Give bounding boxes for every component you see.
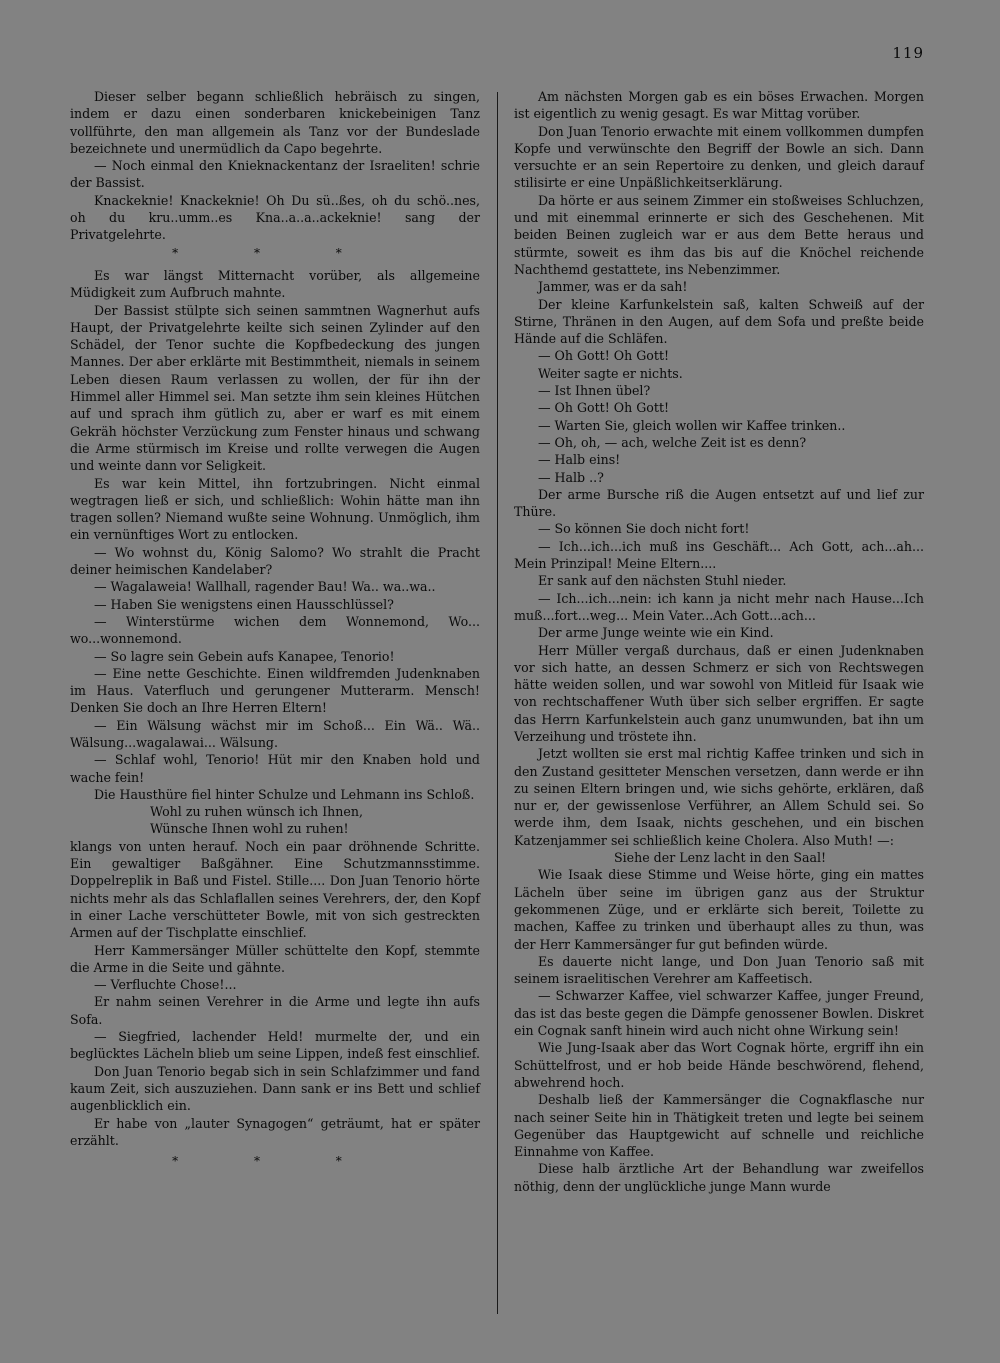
paragraph: — Ich...ich...ich muß ins Geschäft... Ach Gott, ach...ah... Mein Prinzipal! Meine Eltern.... (514, 538, 924, 572)
paragraph: Jetzt wollten sie erst mal richtig Kaffee trinken und sich in den Zustand gesitteter Menschen versetzen, dann werde er ihn zu seinen Eltern bringen und, wie sichs gehörte, erklären, daß nur er, der gewissenlose Verführer, an Allem Schuld sei. So werde ihm, dem Isaak, nichts geschehen, und ein bischen Katzenjammer sei schließlich keine Cholera. Also Muth! —: (514, 746, 924, 848)
paragraph: — So können Sie doch nicht fort! (537, 521, 750, 537)
verse-line: Siehe der Lenz lacht in den Saal! (614, 850, 827, 866)
section-separator: * * * (172, 245, 378, 260)
paragraph: Knackeknie! Knackeknie! Oh Du sü..ßes, oh du schö..nes, oh du kru..umm..es Kna..a..a..ackeknie! sang der Privatgelehrte. (70, 192, 480, 243)
paragraph: — Wagalaweia! Wallhall, ragender Bau! Wa.. wa..wa.. (93, 579, 436, 595)
paragraph: Dieser selber begann schließlich hebräisch zu singen, indem er dazu einen sonderbaren knickebeinigen Tanz vollführte, den man allgemein als Tanz vor der Bundeslade bezeichnete und unermüdlich da Capo begehrte. (70, 89, 480, 156)
paragraph: Wie Isaak diese Stimme und Weise hörte, ging ein mattes Lächeln über seine im übrigen ganz aus der Struktur gekommenen Züge, und er erklärte sich bereit, Toilette zu machen, Kaffee zu trinken und überhaupt alles zu thun, was der Herr Kammersänger fur gut befinden würde. (514, 867, 924, 952)
paragraph: — Oh, oh, — ach, welche Zeit ist es denn? (537, 434, 807, 450)
section-separator: * * * (172, 1154, 378, 1169)
verse-line: Wohl zu ruhen wünsch ich Ihnen, (150, 804, 363, 820)
paragraph: — Ist Ihnen übel? (537, 383, 651, 399)
paragraph: Herr Müller vergaß durchaus, daß er einen Judenknaben vor sich hatte, an dessen Schmerz er sich von Rechtswegen hätte weiden sollen, und war sowohl von Mitleid für Isaak wie von rechtschaffener Wuth über sich selber ergriffen. Er sagte das Herrn Karfunkelstein auch ganz unumwunden, bat ihn um Verzeihung und tröstete ihn. (514, 642, 924, 744)
verse-line: Wünsche Ihnen wohl zu ruhen! (150, 821, 349, 837)
paragraph: Don Juan Tenorio begab sich in sein Schlafzimmer und fand kaum Zeit, sich auszuziehen. Dann sank er ins Bett und schlief augenblicklich ein. (70, 1063, 480, 1114)
paragraph: Jammer, was er da sah! (537, 279, 688, 295)
paragraph: — Schlaf wohl, Tenorio! Hüt mir den Knaben hold und wache fein! (70, 752, 480, 785)
paragraph: Es war kein Mittel, ihn fortzubringen. Nicht einmal wegtragen ließ er sich, und schließlich: Wohin hätte man ihn tragen sollen? Niemand wußte seine Wohnung. Unmöglich, ihm ein vernünftiges Wort zu entlocken. (70, 475, 480, 543)
paragraph: Don Juan Tenorio erwachte mit einem vollkommen dumpfen Kopfe und verwünschte den Begriff der Bowle an sich. Dann versuchte er an sein Repertoire zu denken, und gleich darauf stilisirte er eine Unpäßlichkeitserklärung. (514, 123, 924, 191)
paragraph: — Noch einmal den Knieknackentanz der Israeliten! schrie der Bassist. (70, 158, 480, 191)
paragraph: — Ich...ich...nein: ich kann ja nicht mehr nach Hause...Ich muß...fort...weg... Mein Vater...Ach Gott...ach... (514, 590, 924, 623)
left-column (70, 88, 480, 1175)
paragraph: — Haben Sie wenigstens einen Hausschlüssel? (93, 596, 394, 612)
paragraph: — Schwarzer Kaffee, viel schwarzer Kaffee, junger Freund, das ist das beste gegen die Dämpfe genossener Bowlen. Diskret ein Cognak sanft hinein wird auch nicht ohne Wirkung sein! (514, 988, 924, 1039)
paragraph: Der Bassist stülpte sich seinen sammtnen Wagnerhut aufs Haupt, der Privatgelehrte keilte sich seinen Zylinder auf den Schädel, der Tenor suchte die Kopfbedeckung des jungen Mannes. Der aber erklärte mit Bestimmtheit, niemals in seinem Leben diesen Raum verlassen zu wollen, der für ihn der Himmel aller Himmel sei. Man setzte ihm sein kleines Hütchen auf und sprach ihm gütlich zu, aber er warf es mit einem Gekräh höchster Verzückung zum Fenster hinaus und schwang die Arme stürmisch im Kreise und rollte verwegen die Augen und weinte dann vor Seligkeit. (70, 302, 480, 474)
paragraph: Es war längst Mitternacht vorüber, als allgemeine Müdigkeit zum Aufbruch mahnte. (70, 267, 480, 301)
paragraph: Weiter sagte er nichts. (537, 365, 683, 381)
page-number: 119 (892, 44, 924, 62)
paragraph: — Warten Sie, gleich wollen wir Kaffee trinken.. (537, 417, 846, 433)
paragraph: — So lagre sein Gebein aufs Kanapee, Tenorio! (93, 648, 395, 664)
paragraph: Da hörte er aus seinem Zimmer ein stoßweises Schluchzen, und mit einemmal erinnerte er sich des Geschehenen. Mit beiden Beinen zugleich war er aus dem Bette heraus und stürmte, soweit es ihm das bis auf die Knöchel reichende Nachthemd gestattete, ins Nebenzimmer. (514, 192, 924, 277)
paragraph: — Eine nette Geschichte. Einen wildfremden Judenknaben im Haus. Vaterfluch und gerungener Mutterarm. Mensch! Denken Sie doch an Ihre Herren Eltern! (70, 665, 480, 716)
paragraph: — Wo wohnst du, König Salomo? Wo strahlt die Pracht deiner heimischen Kandelaber? (70, 544, 480, 578)
paragraph: Er nahm seinen Verehrer in die Arme und legte ihn aufs Sofa. (70, 994, 480, 1027)
paragraph: — Siegfried, lachender Held! murmelte der, und ein beglücktes Lächeln blieb um seine Lippen, indeß fest einschlief. (70, 1029, 480, 1062)
paragraph: — Oh Gott! Oh Gott! (537, 348, 670, 364)
paragraph: Wie Jung-Isaak aber das Wort Cognak hörte, ergriff ihn ein Schüttelfrost, und er hob beide Hände beschwörend, flehend, abwehrend hoch. (514, 1040, 924, 1090)
paragraph: — Halb eins! (537, 452, 621, 468)
paragraph: Der arme Junge weinte wie ein Kind. (537, 625, 774, 641)
paragraph: Diese halb ärztliche Art der Behandlung war zweifellos nöthig, denn der unglückliche junge Mann wurde (514, 1161, 924, 1194)
column-divider (497, 92, 498, 1314)
right-column (514, 88, 924, 1195)
paragraph: Am nächsten Morgen gab es ein böses Erwachen. Morgen ist eigentlich zu wenig gesagt. Es war Mittag vorüber. (514, 89, 924, 122)
paragraph: — Oh Gott! Oh Gott! (537, 400, 670, 416)
paragraph: Er habe von „lauter Synagogen“ geträumt, hat er später erzählt. (70, 1115, 480, 1148)
paragraph: Er sank auf den nächsten Stuhl nieder. (537, 573, 787, 589)
paragraph: Es dauerte nicht lange, und Don Juan Tenorio saß mit seinem israelitischen Verehrer am Kaffeetisch. (514, 953, 924, 987)
paragraph: — Verfluchte Chose!... (93, 977, 237, 993)
paragraph: — Winterstürme wichen dem Wonnemond, Wo... wo...wonnemond. (70, 613, 480, 647)
paragraph: Herr Kammersänger Müller schüttelte den Kopf, stemmte die Arme in die Seite und gähnte. (70, 942, 480, 975)
paragraph: — Ein Wälsung wächst mir im Schoß... Ein Wä.. Wä.. Wälsung...wagalawai... Wälsung. (70, 717, 480, 750)
paragraph: Der kleine Karfunkelstein saß, kalten Schweiß auf der Stirne, Thränen in den Augen, auf dem Sofa und preßte beide Hände auf die Schläfen. (514, 296, 924, 347)
paragraph: klangs von unten herauf. Noch ein paar dröhnende Schritte. Ein gewaltiger Baßgähner. Eine Schutzmannsstimme. Doppelreplik in Baß und Fistel. Stille.... Don Juan Tenorio hörte nichts mehr als das Schlaflallen seines Verehrers, der, den Kopf in einer Lache verschütteter Bowle, mit von sich gestreckten Armen auf der Tischplatte einschlief. (70, 838, 480, 941)
paragraph: Die Hausthüre fiel hinter Schulze und Lehmann ins Schloß. (93, 786, 475, 802)
paragraph: Deshalb ließ der Kammersänger die Cognakflasche nur nach seiner Seite hin in Thätigkeit treten und legte bei seinem Gegenüber das Hauptgewicht auf schnelle und reichliche Einnahme von Kaffee. (514, 1092, 924, 1160)
paragraph: — Halb ..? (537, 469, 604, 485)
paragraph: Der arme Bursche riß die Augen entsetzt auf und lief zur Thüre. (514, 486, 924, 520)
